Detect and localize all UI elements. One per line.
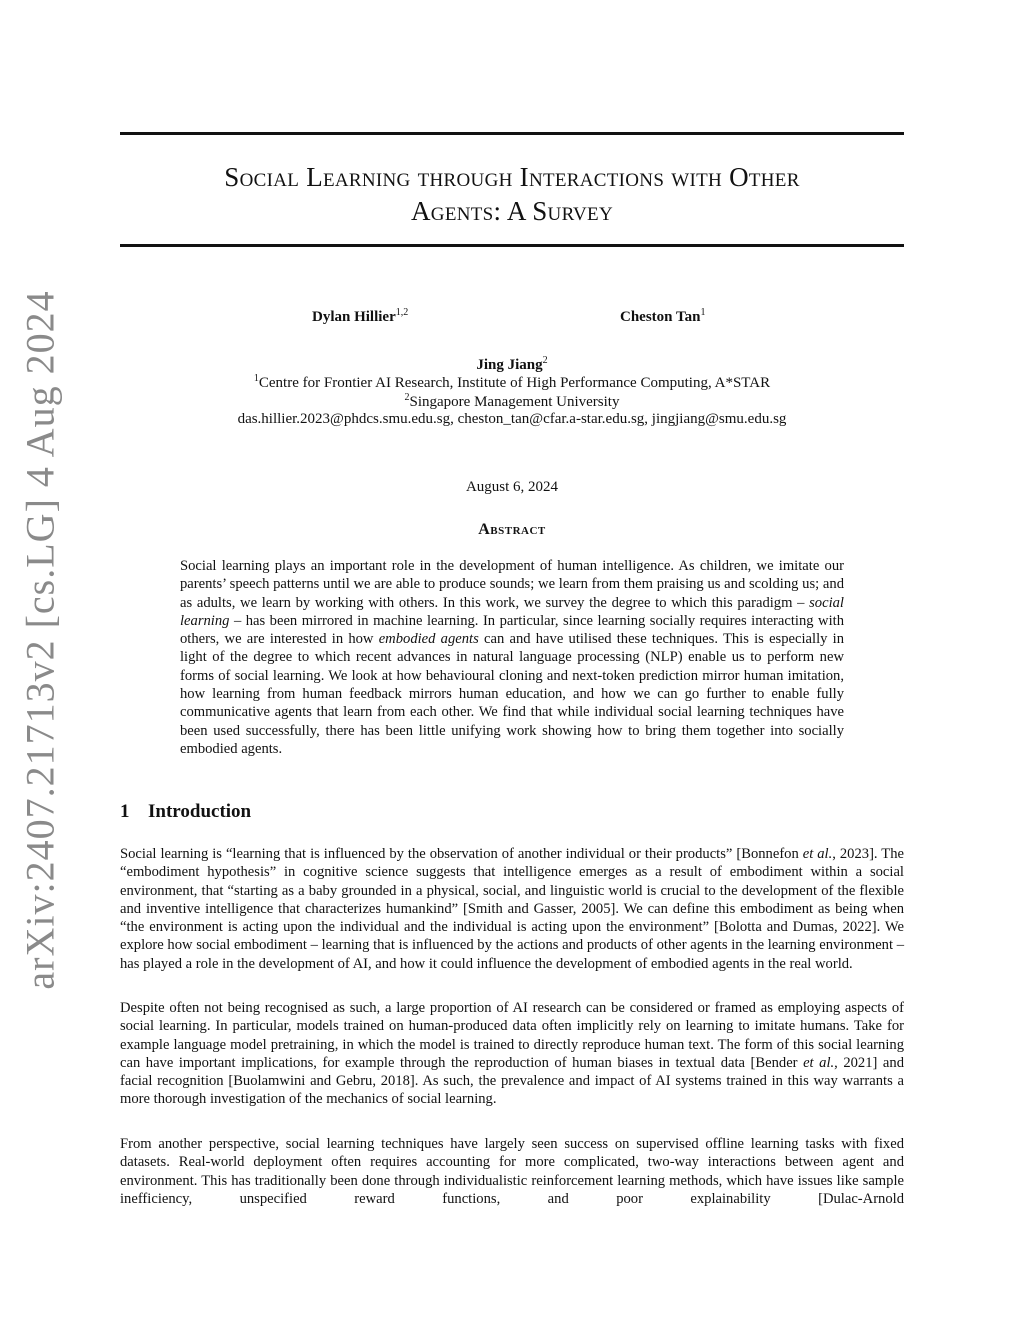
section-title: Introduction xyxy=(148,801,252,822)
intro-paragraph-3: From another perspective, social learning techniques have largely seen success on supervised offline learning tasks with fixed datasets. Real-world deployment often requires accounting for more complicated, two-way interactions between agent and environment. This has traditionally been done through individualistic reinforcement learning methods, which have issues like sample inefficiency, unspecified reward functions, and poor explainability [Dulac-Arnold xyxy=(120,1136,904,1207)
author-jing-jiang xyxy=(120,355,904,374)
abstract-heading: Abstract xyxy=(478,521,546,538)
paragraph-text: , 2023]. The “embodiment hypothesis” in cognitive science suggests that intelligence emerges as a result of embodiment within a social environment, that “starting as a baby grounded in a physical, social, and linguistic world is crucial to the development of the flexible and inventive intelligence that characterizes humankind” [Smith and Gasser, 2005]. We can define this embodiment as being when “the environment is acting upon the individual and the individual is acting upon the environment” [Bolotta and Dumas, 2022]. We explore how social embodiment – learning that is influenced by the actions and products of other agents in the learning environment – has played a role in the development of AI, and how it could influence the development of embodied agents in the real world. xyxy=(120,846,904,972)
paper-title xyxy=(120,160,904,228)
title-top-rule xyxy=(120,132,904,135)
affiliation-mark: 1 xyxy=(253,373,259,384)
author-name: Cheston Tan xyxy=(620,309,701,325)
affiliation-1 xyxy=(120,373,904,392)
author-name: Dylan Hillier xyxy=(312,309,396,325)
title-line-1: Social Learning through Interactions with Other xyxy=(224,162,800,192)
intro-paragraph-2 xyxy=(120,999,904,1109)
abstract-text: Social learning plays an important role in the development of human intelligence. As children, we imitate our parents’ speech patterns until we are able to produce sounds; we learn from them praising us and scolding us; and as adults, we learn by working with others. In this work, we survey the degree to which this paradigm – xyxy=(180,558,844,611)
author-cheston-tan xyxy=(620,307,705,326)
abstract-text: – has been mirrored in machine learning. In particular, since learning socially requires interacting with others, we are interested in how xyxy=(180,612,844,648)
affiliation-text: Centre for Frontier AI Research, Institute of High Performance Computing, A*STAR xyxy=(258,375,771,391)
title-bottom-rule xyxy=(120,244,904,247)
author-affil-mark: 1,2 xyxy=(395,307,409,318)
author-affil-mark: 2 xyxy=(542,355,548,366)
title-line-2: Agents: A Survey xyxy=(411,196,613,226)
author-emails: das.hillier.2023@phdcs.smu.edu.sg, cheston_tan@cfar.a-star.edu.sg, jingjiang@smu.edu.sg xyxy=(237,411,787,427)
publication-date: August 6, 2024 xyxy=(465,479,559,495)
section-number: 1 xyxy=(120,801,130,822)
author-name: Jing Jiang xyxy=(476,357,543,373)
author-dylan-hillier xyxy=(312,307,408,326)
abstract-emphasis: social learning xyxy=(180,594,844,629)
section-heading-introduction xyxy=(120,801,251,823)
abstract-body xyxy=(180,557,844,758)
paragraph-text: Social learning is “learning that is influenced by the observation of another individual or their products” [Bonnefon xyxy=(120,846,803,862)
paragraph-text: Despite often not being recognised as such, a large proportion of AI research can be considered or framed as employing aspects of social learning. In particular, models trained on human-produced data often implicitly rely on learning to imitate humans. Take for example language model pretraining, in which the model is trained to directly reproduce human text. The form of this social learning can have important implications, for example through the reproduction of human biases in textual data [Bender xyxy=(120,1000,904,1071)
abstract-text: can and have utilised these techniques. This is especially in light of the degree to which recent advances in natural language processing (NLP) enable us to perform new forms of social learning. We look at how behavioural cloning and next-token prediction mirror human imitation, how learning from human feedback mirrors human education, and how we can go further to enable fully communicative agents that learn from each other. We find that while individual social learning techniques have been used successfully, there has been little unifying work showing how to bring them together into socially embodied agents. xyxy=(180,631,844,757)
paragraph-text: , 2021] and facial recognition [Buolamwini and Gebru, 2018]. As such, the prevalence and impact of AI systems trained in this way warrants a more thorough investigation of the mechanics of social learning. xyxy=(120,1054,904,1108)
affiliation-2 xyxy=(120,392,904,411)
affiliation-mark: 2 xyxy=(404,392,410,403)
citation-emphasis: et al. xyxy=(802,846,833,862)
abstract-emphasis: embodied agents xyxy=(378,631,479,648)
affiliation-text: Singapore Management University xyxy=(409,394,620,410)
citation-emphasis: et al. xyxy=(803,1054,835,1071)
intro-paragraph-1 xyxy=(120,845,904,973)
author-affil-mark: 1 xyxy=(700,307,706,318)
arxiv-identifier: arXiv:2407.21713v2 [cs.LG] 4 Aug 2024 xyxy=(17,290,63,990)
